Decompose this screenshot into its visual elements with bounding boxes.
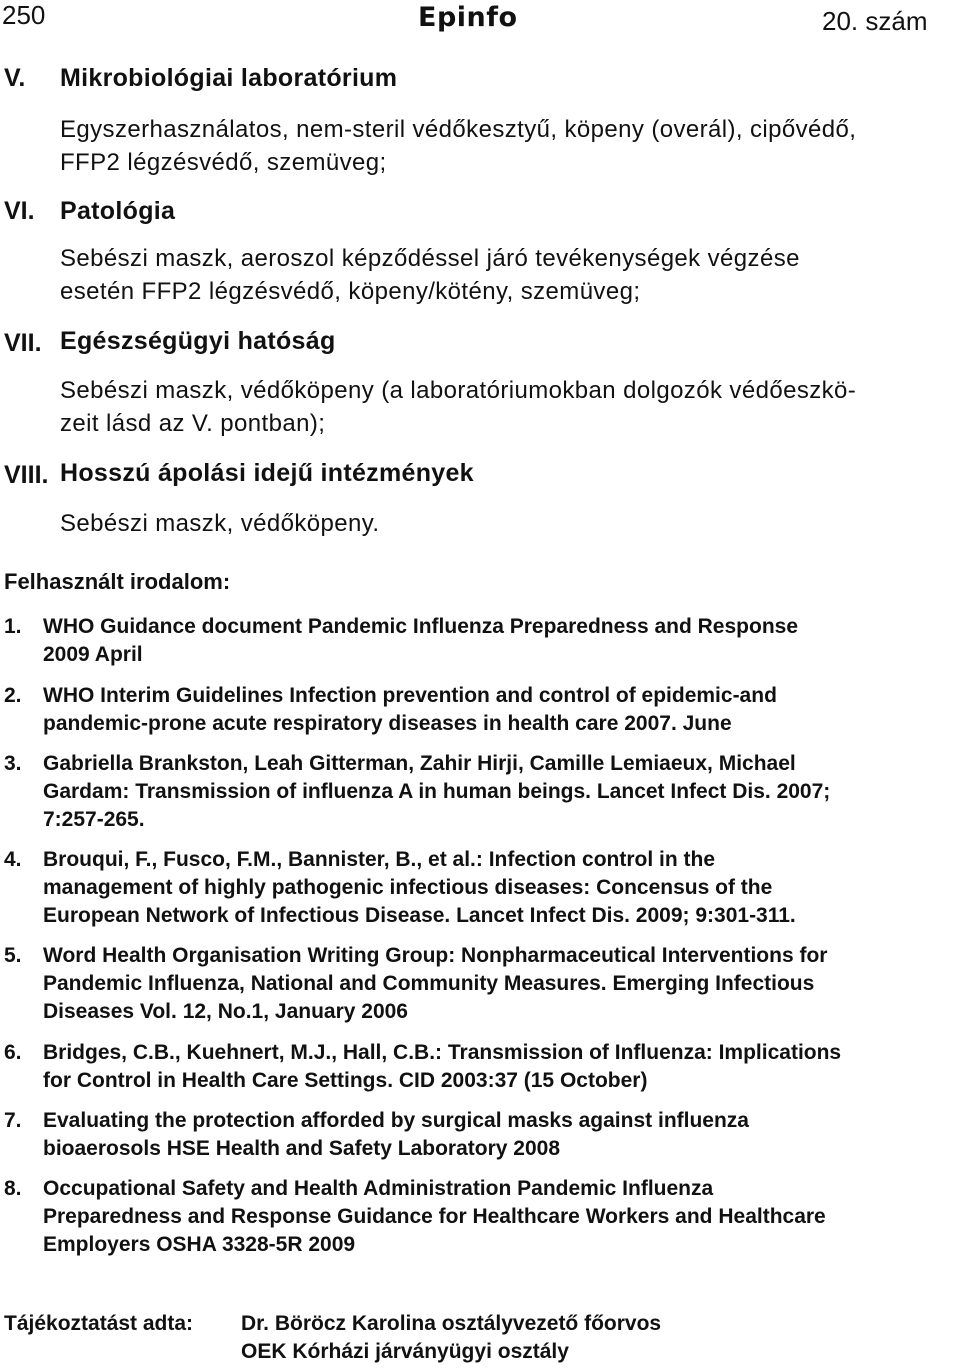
reference-line: Diseases Vol. 12, No.1, January 2006 bbox=[43, 1000, 408, 1023]
reference-item bbox=[4, 682, 943, 738]
reference-line: WHO Guidance document Pandemic Influenza Preparedness and Response bbox=[43, 615, 799, 638]
section-body-line: zeit lásd az V. pontban); bbox=[60, 410, 326, 437]
info-label: Tájékoztatást adta: bbox=[4, 1312, 194, 1335]
reference-item bbox=[4, 1039, 943, 1095]
section-body-line: Egyszerhasználatos, nem-steril védőkesztyű, köpeny (overál), cipővédő, bbox=[60, 116, 857, 143]
reference-number: 8. bbox=[4, 1177, 22, 1200]
references-title: Felhasznált irodalom: bbox=[4, 569, 231, 594]
reference-line: bioaerosols HSE Health and Safety Laboratory 2008 bbox=[43, 1137, 561, 1160]
reference-number: 7. bbox=[4, 1109, 22, 1132]
section-body bbox=[60, 242, 800, 308]
reference-number: 4. bbox=[4, 848, 22, 871]
reference-item bbox=[4, 1107, 943, 1163]
section-number: VIII. bbox=[4, 461, 49, 489]
section-body bbox=[60, 113, 856, 179]
section-title: Mikrobiológiai laboratórium bbox=[60, 64, 398, 92]
section-body bbox=[60, 374, 856, 440]
issue-number: 20. szám bbox=[822, 6, 928, 36]
page-number: 250 bbox=[2, 0, 46, 30]
reference-line: Employers OSHA 3328-5R 2009 bbox=[43, 1233, 356, 1256]
reference-line: Bridges, C.B., Kuehnert, M.J., Hall, C.B.: Transmission of Influenza: Implications bbox=[43, 1041, 842, 1064]
reference-number: 6. bbox=[4, 1041, 22, 1064]
reference-line: for Control in Health Care Settings. CID 2003:37 (15 October) bbox=[43, 1069, 648, 1092]
reference-line: Gardam: Transmission of influenza A in human beings. Lancet Infect Dis. 2007; bbox=[43, 780, 831, 803]
section-body-line: Sebészi maszk, aeroszol képződéssel járó tevékenységek végzése bbox=[60, 245, 800, 272]
reference-number: 5. bbox=[4, 944, 22, 967]
section-number: VII. bbox=[4, 329, 42, 357]
reference-line: Evaluating the protection afforded by surgical masks against influenza bbox=[43, 1109, 749, 1132]
section-title: Patológia bbox=[60, 197, 176, 225]
section-title: Egészségügyi hatóság bbox=[60, 327, 336, 355]
reference-line: 7:257-265. bbox=[43, 808, 145, 831]
reference-item bbox=[4, 1175, 943, 1259]
reference-item bbox=[4, 942, 943, 1026]
reference-line: Pandemic Influenza, National and Community Measures. Emerging Infectious bbox=[43, 972, 815, 995]
reference-line: pandemic-prone acute respiratory diseases in health care 2007. June bbox=[43, 712, 732, 735]
reference-number: 1. bbox=[4, 615, 22, 638]
reference-line: European Network of Infectious Disease. Lancet Infect Dis. 2009; 9:301-311. bbox=[43, 904, 796, 927]
reference-line: WHO Interim Guidelines Infection prevention and control of epidemic-and bbox=[43, 684, 777, 707]
reference-number: 3. bbox=[4, 752, 22, 775]
section-body bbox=[60, 507, 379, 540]
reference-line: Word Health Organisation Writing Group: Nonpharmaceutical Interventions for bbox=[43, 944, 828, 967]
section-number: V. bbox=[4, 64, 26, 92]
reference-item bbox=[4, 613, 943, 669]
reference-line: Brouqui, F., Fusco, F.M., Bannister, B., et al.: Infection control in the bbox=[43, 848, 716, 871]
reference-line: management of highly pathogenic infectious diseases: Concensus of the bbox=[43, 876, 773, 899]
reference-item bbox=[4, 750, 943, 834]
section-body-line: FFP2 légzésvédő, szemüveg; bbox=[60, 149, 387, 176]
reference-item bbox=[4, 846, 943, 930]
section-body-line: Sebészi maszk, védőköpeny. bbox=[60, 510, 380, 537]
section-number: VI. bbox=[4, 197, 35, 225]
section-title: Hosszú ápolási idejű intézmények bbox=[60, 459, 474, 487]
reference-line: Occupational Safety and Health Administration Pandemic Influenza bbox=[43, 1177, 714, 1200]
reference-number: 2. bbox=[4, 684, 22, 707]
reference-line: Preparedness and Response Guidance for Healthcare Workers and Healthcare bbox=[43, 1205, 826, 1228]
author-organization: OEK Kórházi járványügyi osztály bbox=[241, 1340, 569, 1363]
author-name: Dr. Böröcz Karolina osztályvezető főorvos bbox=[241, 1312, 662, 1335]
reference-line: 2009 April bbox=[43, 643, 143, 666]
reference-line: Gabriella Brankston, Leah Gitterman, Zahir Hirji, Camille Lemiaeux, Michael bbox=[43, 752, 796, 775]
journal-logo: Epinfo bbox=[418, 2, 518, 33]
section-body-line: Sebészi maszk, védőköpeny (a laboratóriumokban dolgozók védőeszkö- bbox=[60, 377, 857, 404]
section-body-line: esetén FFP2 légzésvédő, köpeny/kötény, szemüveg; bbox=[60, 278, 641, 305]
